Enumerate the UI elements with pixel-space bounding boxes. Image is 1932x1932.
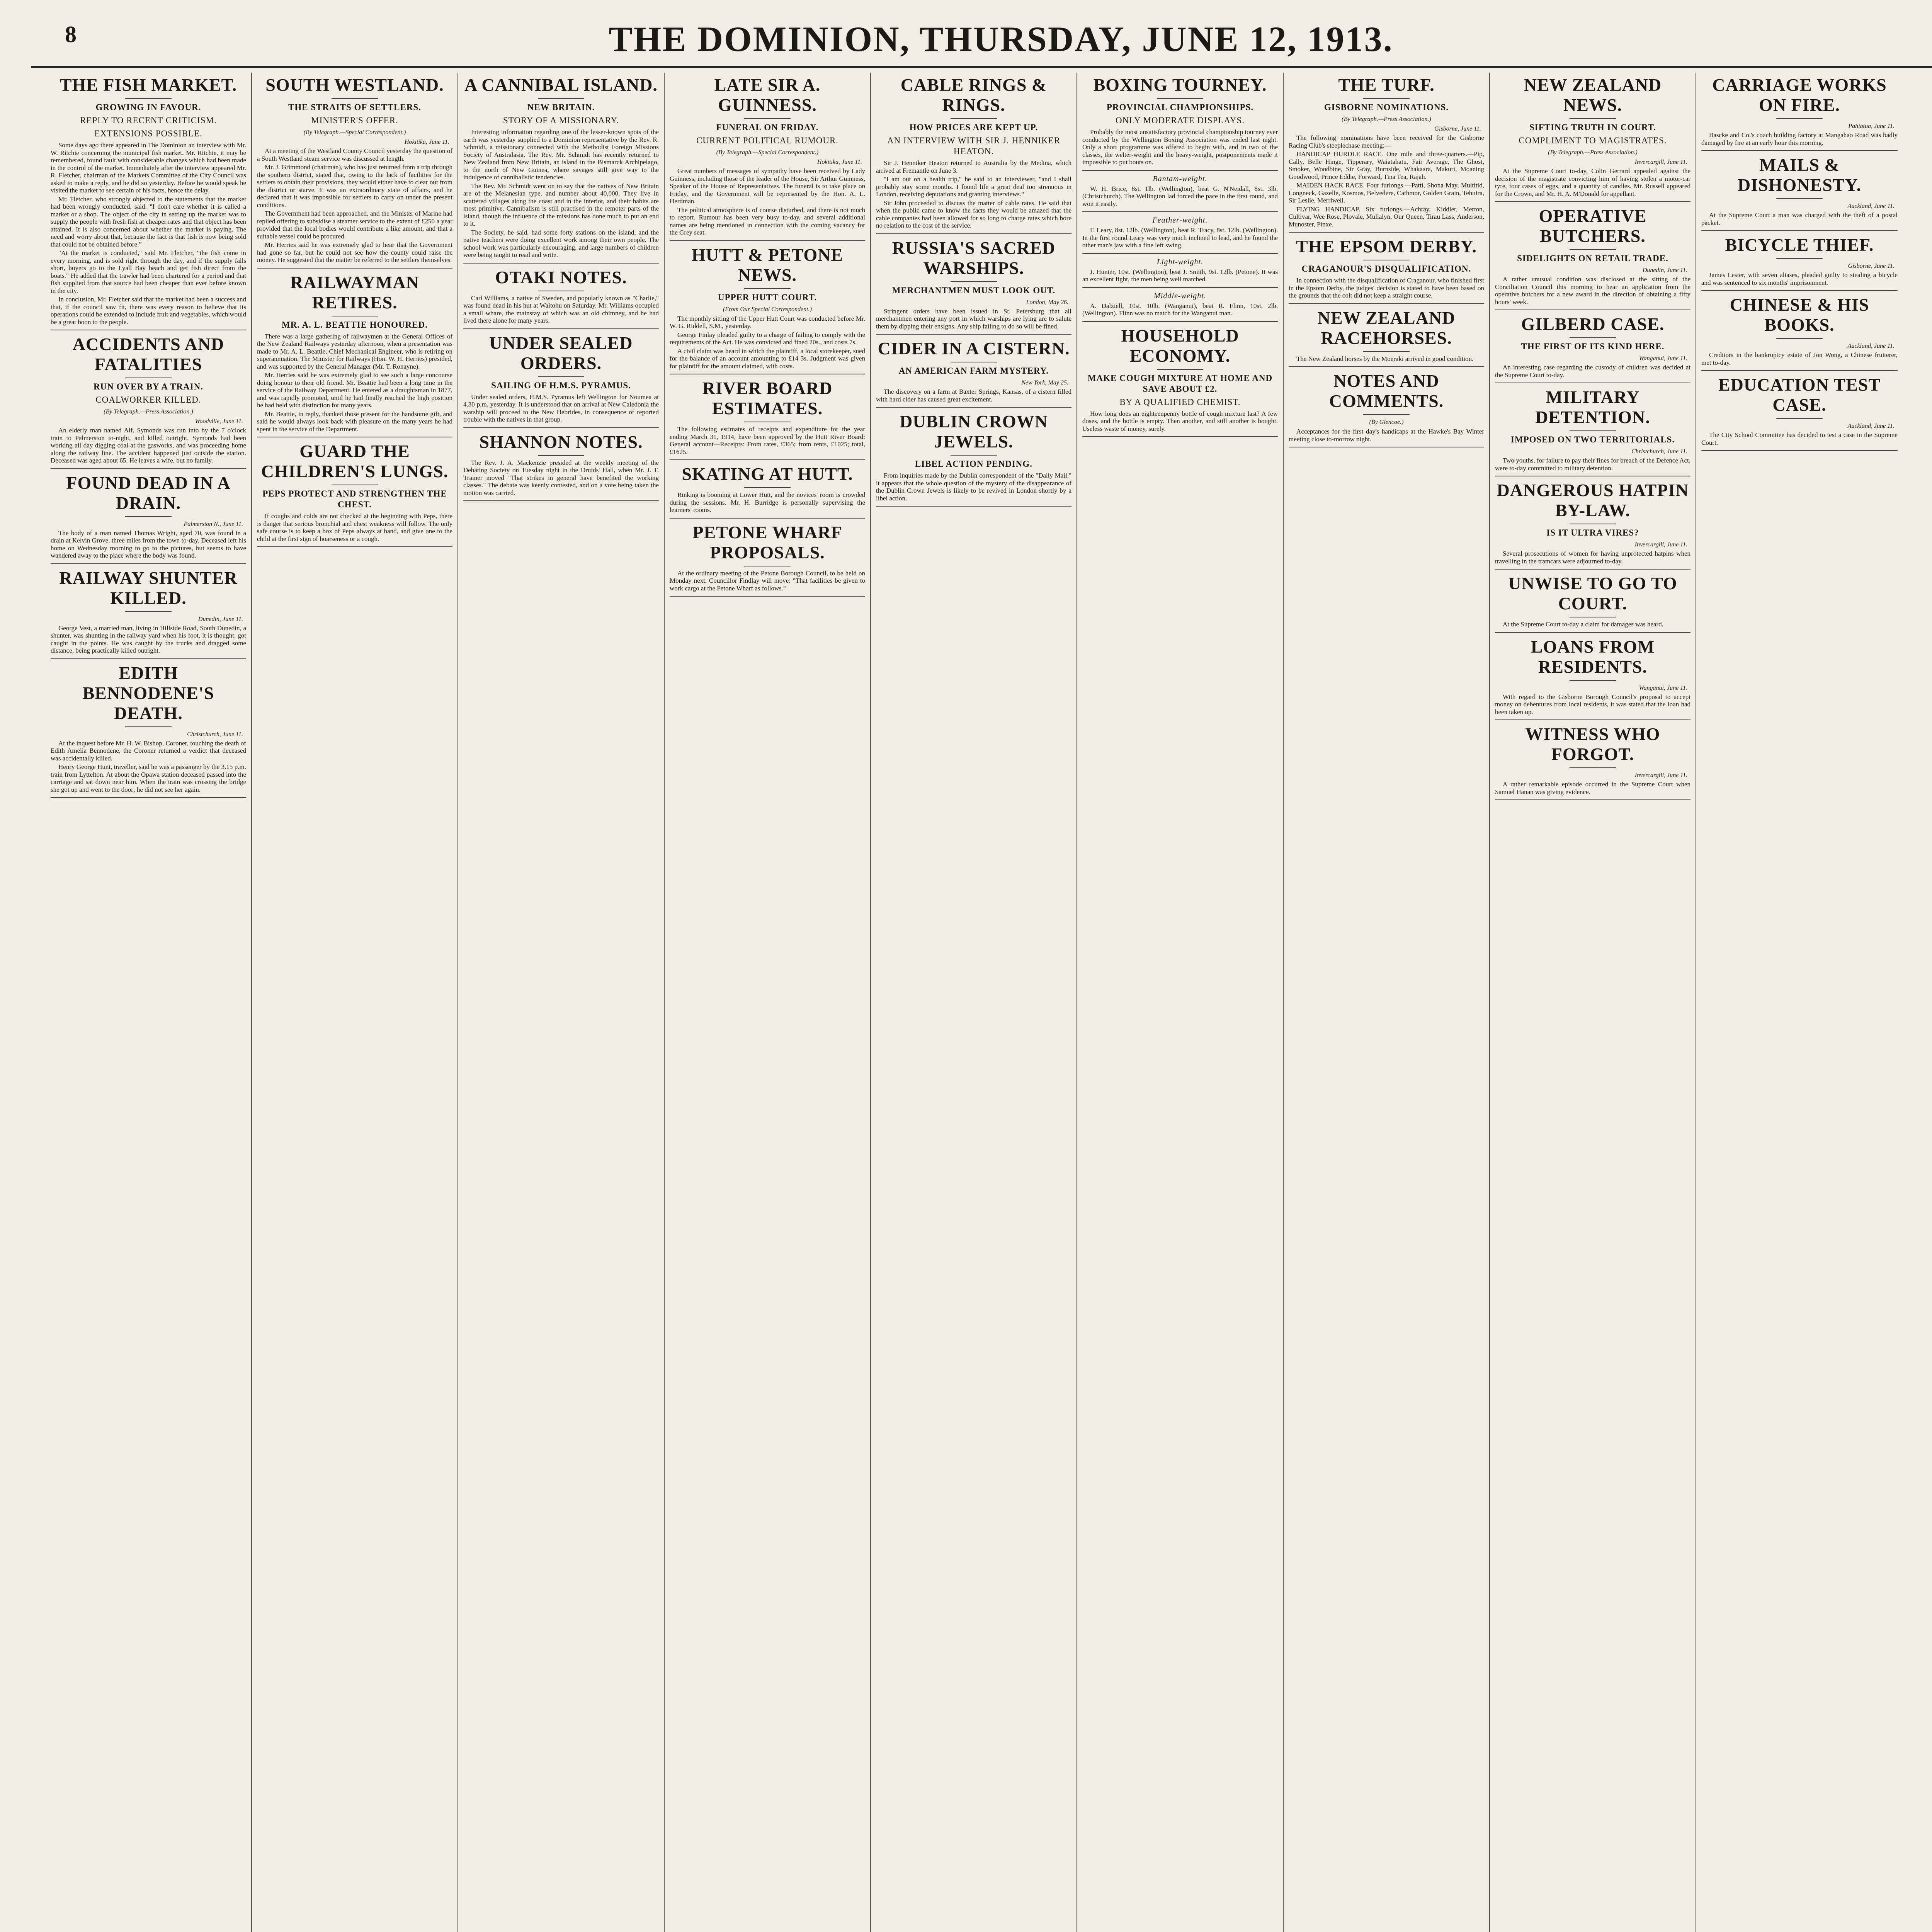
article-paragraph: The Rev. Mr. Schmidt went on to say that the natives of New Britain are of the Melanesian type, and number about 40,000. They live in scattered villages along the coast and in the interior, and their habits are most primitive. Cannibalism is still practised in the remoter parts of the island, though the influence of the missions has done much to put an end to it. (463, 182, 659, 227)
article-subhead: GROWING IN FAVOUR. (95, 102, 201, 112)
article-paragraph: A. Dalziell, 10st. 10lb. (Wanganui), beat R. Flinn, 10st. 2lb. (Wellington). Flinn was no match for the Wanganui man. (1082, 302, 1278, 317)
article (1701, 75, 1898, 151)
article (463, 333, 659, 428)
article (257, 272, 452, 438)
column-6 (1077, 73, 1284, 1932)
article-headline: RUSSIA'S SACRED WARSHIPS. (892, 238, 1056, 278)
headline-rule (1776, 418, 1823, 419)
article-dateline: Wanganui, June 11. (1639, 684, 1687, 691)
article-paragraph: Bascke and Co.'s coach building factory at Mangahao Road was badly damaged by fire at an early hour this morning. (1701, 131, 1898, 146)
article-divider (670, 459, 865, 460)
headline-rule (1570, 337, 1616, 338)
article (1082, 175, 1278, 213)
column-8 (1490, 73, 1696, 1932)
column-2 (252, 73, 458, 1932)
article-headline: SOUTH WESTLAND. (265, 75, 444, 95)
article-headline: NEW ZEALAND RACEHORSES. (1317, 308, 1456, 348)
article-subhead: THE FIRST OF ITS KIND HERE. (1521, 342, 1665, 351)
article-divider (1495, 569, 1690, 570)
article-subhead: AN INTERVIEW WITH SIR J. HENNIKER HEATON. (887, 136, 1061, 156)
article (670, 75, 865, 241)
article (876, 238, 1071, 335)
page-number: 8 (65, 22, 77, 47)
article-headline: UNDER SEALED ORDERS. (489, 333, 633, 373)
article-subhead: CRAGANOUR'S DISQUALIFICATION. (1301, 264, 1471, 274)
article-dateline: Invercargill, June 11. (1634, 541, 1687, 548)
headline-rule (951, 281, 997, 282)
article-paragraph: Mr. Beattie, in reply, thanked those present for the handsome gift, and said he would always look back with pleasure on the many years he had spent in the service of the Department. (257, 410, 452, 433)
headline-rule (744, 118, 791, 119)
article-paragraph: An elderly man named Alf. Symonds was run into by the 7 o'clock train to Palmerston to-night, and killed outright. Symonds had been working all day digging coal at the gasworks, and was proceeding home along the railway line. The accident happened just outside the station. Deceased was aged about 65. He leaves a wife, but no family. (51, 427, 246, 464)
article-divider (1289, 366, 1484, 367)
headline-rule (125, 611, 172, 612)
article (51, 75, 246, 330)
article (1082, 326, 1278, 437)
article-headline: HOUSEHOLD ECONOMY. (1121, 325, 1239, 366)
article-paragraph: An interesting case regarding the custody of children was decided at the Supreme Court to-day. (1495, 364, 1690, 379)
headline-rule (1570, 767, 1616, 768)
headline-rule (1363, 98, 1410, 99)
article-divider (51, 658, 246, 659)
column-7 (1284, 73, 1490, 1932)
article-divider (670, 240, 865, 241)
article-paragraph: Several prosecutions of women for having unprotected hatpins when travelling in the tramcars were adjourned to-day. (1495, 550, 1690, 565)
article-divider (51, 468, 246, 469)
article-subhead: ONLY MODERATE DISPLAYS. (1116, 116, 1245, 125)
article-dateline: Woodville, June 11. (195, 418, 243, 425)
article-paragraph: F. Leary, 8st. 12lb. (Wellington), beat R. Tracy, 8st. 12lb. (Wellington). In the first round Leary was very much inclined to lead, and he found the other man's jaw with a fine left swing. (1082, 226, 1278, 249)
article (1082, 75, 1278, 171)
article-dateline: Gisborne, June 11. (1434, 126, 1481, 132)
article-divider (1495, 632, 1690, 633)
article (51, 334, 246, 469)
article-paragraph: Some days ago there appeared in The Dominion an interview with Mr. W. Ritchie concerning the municipal fish market. Mr. Ritchie, it may be remembered, found fault with considerable changes which had been made in the control of the market. Immediately after the interview appeared Mr. R. Fletcher, chairman of the Markets Committee of the City Council was asked to make a reply, and he did so yesterday. Before he would speak he visited the market to see certain of his facts, hence the delay. (51, 141, 246, 194)
headline-rule (744, 487, 791, 488)
article-divider (876, 334, 1071, 335)
article-dateline: Invercargill, June 11. (1634, 772, 1687, 779)
article-headline: FOUND DEAD IN A DRAIN. (66, 473, 231, 513)
article (257, 441, 452, 547)
article-paragraph: Under sealed orders, H.M.S. Pyramus left Wellington for Noumea at 4.30 p.m. yesterday. It is understood that on arrival at New Caledonia the warship will proceed to the New Hebrides, in consequence of reported trouble with the natives in that group. (463, 393, 659, 423)
article-paragraph: Henry George Hunt, traveller, said he was a passenger by the 3.15 p.m. train from Lyttelton. At about the Opawa station deceased passed into the carriage and sat down near him. When the train was crossing the bridge she got up and went to the door; he did not see her again. (51, 763, 246, 793)
article-paragraph: The Rev. J. A. Mackenzie presided at the weekly meeting of the Debating Society on Tuesday night in the Druids' Hall, when Mr. J. T. Trainer moved "That strikes in general have benefited the working classes." The debate was keenly contested, and on a vote being taken the motion was carried. (463, 459, 659, 497)
article (1495, 75, 1690, 202)
article-paragraph: The discovery on a farm at Baxter Springs, Kansas, of a cistern filled with hard cider has caused great excitement. (876, 388, 1071, 403)
article-dateline: Hokitika, June 11. (404, 139, 449, 145)
article-paragraph: From inquiries made by the Dublin correspondent of the "Daily Mail," it appears that the whole question of the mystery of the disappearance of the Dublin Crown Jewels is likely to be revived in London shortly by a libel action. (876, 472, 1071, 502)
article (670, 378, 865, 460)
article-headline: DUBLIN CROWN JEWELS. (900, 412, 1048, 451)
article-dateline: Palmerston N., June 11. (184, 520, 243, 527)
article-subhead: RUN OVER BY A TRAIN. (94, 382, 203, 391)
article-paragraph: At the Supreme Court to-day, Colin Gerrard appealed against the decision of the magistrate convicting him of having stolen a motor-car tyre, four cases of eggs, and a quantity of candles. Mr. Russell appeared for the Crown, and Mr. H. A. M'Donald for appellant. (1495, 167, 1690, 197)
article-paragraph: Acceptances for the first day's handicaps at the Hawke's Bay Winter meeting close to-morrow night. (1289, 428, 1484, 443)
article-subhead: SIFTING TRUTH IN COURT. (1529, 122, 1656, 132)
article-paragraph: Sir J. Henniker Heaton returned to Australia by the Medina, which arrived at Fremantle on June 3. (876, 159, 1071, 174)
article-dateline: Auckland, June 11. (1847, 423, 1895, 429)
article-paragraph: Sir John proceeded to discuss the matter of cable rates. He said that when the public came to know the facts they would be amazed that the cable companies had been allowed for so long to charge rates which bore no relation to the cost of the service. (876, 199, 1071, 229)
article (1495, 314, 1690, 383)
headline-rule (1157, 98, 1203, 99)
article-divider (1289, 232, 1484, 233)
article-subhead: HOW PRICES ARE KEPT UP. (909, 122, 1038, 132)
headline-rule (125, 516, 172, 517)
article-paragraph: The City School Committee has decided to test a case in the Supreme Court. (1701, 431, 1898, 446)
article-divider (1701, 370, 1898, 371)
article-headline: THE FISH MARKET. (60, 75, 237, 95)
headline-rule (1776, 258, 1823, 259)
article (1495, 573, 1690, 633)
article-paragraph: If coughs and colds are not checked at the beginning with Peps, there is danger that serious bronchial and chest weakness will follow. The only safe course is to keep a box of Peps always at hand, and give one to the child at the first sign of hoarseness or a cough. (257, 512, 452, 543)
article (670, 245, 865, 375)
article (51, 568, 246, 659)
article-paragraph: At the inquest before Mr. H. W. Bishop, Coroner, touching the death of Edith Amelia Bennodene, the Coroner returned a verdict that deceased was accidentally killed. (51, 739, 246, 762)
article-paragraph: Stringent orders have been issued in St. Petersburg that all merchantmen entering any port in which warships are lying are to salute them by dipping their ensigns. Any ship failing to do so will be fined. (876, 307, 1071, 330)
article-paragraph: The monthly sitting of the Upper Hutt Court was conducted before Mr. W. G. Riddell, S.M., yesterday. (670, 315, 865, 330)
article-credit: (By Glencoe.) (1369, 419, 1404, 425)
article (1289, 308, 1484, 367)
article-headline: SKATING AT HUTT. (682, 464, 853, 484)
article-subhead: BY A QUALIFIED CHEMIST. (1119, 397, 1241, 407)
article-paragraph: A rather unusual condition was disclosed at the sitting of the Conciliation Council this morning to hear an application from the operative butchers for a new award in the direction of obtaining a fifty hours' week. (1495, 276, 1690, 306)
article-headline: CARRIAGE WORKS ON FIRE. (1712, 75, 1887, 115)
article-paragraph: In connection with the disqualification of Craganour, who finished first in the Epsom Derby, the judges' decision is stated to have been based on the grounds that the colt did not keep a straight course. (1289, 277, 1484, 299)
article-paragraph: How long does an eighteenpenny bottle of cough mixture last? A few doses, and the bottle is empty. Then another, and still another is bought. Useless waste of money, surely. (1082, 410, 1278, 432)
article (876, 75, 1071, 234)
headline-rule (538, 455, 584, 456)
column-4 (665, 73, 871, 1932)
article-subhead: AN AMERICAN FARM MYSTERY. (898, 366, 1049, 376)
article-headline: ACCIDENTS AND FATALITIES (72, 334, 224, 374)
article-headline: NOTES AND COMMENTS. (1329, 371, 1444, 411)
article (1082, 258, 1278, 288)
headline-rule (1776, 118, 1823, 119)
article-subhead: CURRENT POLITICAL RUMOUR. (696, 136, 839, 145)
headline-rule (538, 376, 584, 377)
article-headline: SHANNON NOTES. (479, 432, 643, 452)
article-divider (1701, 230, 1898, 231)
article-dateline: London, May 26. (1026, 299, 1068, 306)
headline-rule (1157, 369, 1203, 370)
article-headline: UNWISE TO GO TO COURT. (1508, 573, 1677, 613)
article-paragraph: With regard to the Gisborne Borough Council's proposal to accept money on debentures from local residents, it was stated that the loan had been taken up. (1495, 693, 1690, 716)
article-headline: WITNESS WHO FORGOT. (1525, 724, 1660, 764)
headline-rule (1776, 198, 1823, 199)
article-paragraph: The body of a man named Thomas Wright, aged 70, was found in a drain at Kelvin Grove, three miles from the town to-day. Deceased left his home on Wednesday morning to go to the pictures, but seems to have wandered away to the place where the body was found. (51, 529, 246, 559)
article-headline: BICYCLE THIEF. (1725, 235, 1874, 255)
article (51, 663, 246, 798)
article-headline: OTAKI NOTES. (495, 267, 627, 287)
article-headline: THE TURF. (1338, 75, 1435, 95)
article-dateline: Dunedin, June 11. (1642, 267, 1687, 274)
article-subhead: COMPLIMENT TO MAGISTRATES. (1519, 136, 1667, 145)
columns (46, 73, 1932, 1932)
article-divider (463, 500, 659, 501)
article (1701, 295, 1898, 371)
article (876, 412, 1071, 507)
article-paragraph: Two youths, for failure to pay their fines for breach of the Defence Act, were to-day committed to military detention. (1495, 457, 1690, 472)
article-dateline: Wanganui, June 11. (1639, 355, 1687, 362)
article (1701, 155, 1898, 231)
article-paragraph: Mr. Herries said he was extremely glad to hear that the Government had gone so far, but he could not see how the county could raise the money. He suggested that the matter be referred to the settlers themselves. (257, 241, 452, 264)
article-divider (257, 268, 452, 269)
article-subhead: FUNERAL ON FRIDAY. (716, 122, 819, 132)
article-paragraph: "At the market is conducted," said Mr. Fletcher, "the fish come in every morning, and is sold right through the day, and if the supply falls short, buyers go to the Lyall Bay beach and get fish direct from the boats." He added that the trawler had been chartered for a period and that fish supplied from that source had been cheaper than ever before known in the city. (51, 249, 246, 294)
article-headline: RAILWAY SHUNTER KILLED. (59, 568, 238, 608)
article (1495, 387, 1690, 476)
article-subhead: IS IT ULTRA VIRES? (1546, 528, 1639, 537)
article-paragraph: At the ordinary meeting of the Petone Borough Council, to be held on Monday next, Councillor Findlay will move: "That facilities be given to work cargo at the Petone Wharf as follows." (670, 569, 865, 592)
article-headline: THE EPSOM DERBY. (1296, 236, 1477, 256)
article-paragraph: In conclusion, Mr. Fletcher said that the market had been a success and that, if the council saw fit, there was every reason to believe that its operations could be extended to include fruit and vegetables, which would be a great boon to the people. (51, 296, 246, 326)
article (1289, 371, 1484, 447)
article (1701, 375, 1898, 451)
article-paragraph: Interesting information regarding one of the lesser-known spots of the earth was yesterday supplied to a Dominion representative by the Rev. R. Schmidt, a missionary connected with the Methodist Foreign Missions Society of Australasia. The Rev. Mr. Schmidt has recently returned to New Zealand from New Britain, an island in the Bismarck Archipelago, to the north of New Guinea, where savages still give way to the indulgence of cannibalistic tendencies. (463, 128, 659, 181)
headline-rule (1570, 118, 1616, 119)
article-paragraph: Mr. Herries said he was extremely glad to see such a large concourse doing honour to their old friend. Mr. Beattie had been a long time in the service of the Railway Department. He entered as a draughtsman in 1877, and was rapidly promoted, until he had finally reached the high position he had held with distinction for many years. (257, 371, 452, 409)
article-subhead: STORY OF A MISSIONARY. (503, 116, 619, 125)
article-divider (1082, 211, 1278, 212)
headline-rule (1363, 351, 1410, 352)
article-headline: CABLE RINGS & RINGS. (900, 75, 1047, 115)
article-divider (463, 263, 659, 264)
article (1082, 292, 1278, 322)
article-subhead: SAILING OF H.M.S. PYRAMUS. (491, 380, 631, 390)
article-dateline: Auckland, June 11. (1847, 203, 1895, 209)
article-paragraph: Creditors in the bankruptcy estate of Jon Wong, a Chinese fruiterer, met to-day. (1701, 351, 1898, 366)
article-dateline: Dunedin, June 11. (198, 616, 243, 622)
headline-rule (1570, 249, 1616, 250)
article-headline: CHINESE & HIS BOOKS. (1730, 295, 1869, 335)
article-paragraph: The following estimates of receipts and expenditure for the year ending March 31, 1914, have been approved by the Hutt River Board: General account—Receipts: From rates, £365; from rents, £1025; total, £1625. (670, 425, 865, 456)
article-subheading: Feather-weight. (1152, 216, 1208, 224)
article-divider (876, 506, 1071, 507)
article-paragraph: A rather remarkable episode occurred in the Supreme Court when Samuel Hanan was giving evidence. (1495, 781, 1690, 796)
article-divider (1082, 321, 1278, 322)
article-subhead: COALWORKER KILLED. (95, 395, 201, 405)
article-dateline: Auckland, June 11. (1847, 343, 1895, 349)
article-credit: (By Telegraph.—Special Correspondent.) (716, 149, 819, 156)
article-divider (51, 797, 246, 798)
article-paragraph: Rinking is booming at Lower Hutt, and the novices' room is crowded during the sessions. Mr. H. Burridge is personally supervising the learners' rooms. (670, 491, 865, 514)
article-paragraph: HANDICAP HURDLE RACE. One mile and three-quarters.—Pip, Cally, Belle Hinge, Tipperary, Waiatahatu, Fair Average, The Ghost, Smoker, Woodbine, Sir Gray, Burnside, Whakaara, Makuri, Moaning Goodwood, Prince Eddie, Forward, Tina Tea, Rajah. (1289, 150, 1484, 180)
article-paragraph: James Lester, with seven aliases, pleaded guilty to stealing a bicycle and was sentenced to six months' imprisonment. (1701, 271, 1898, 286)
article (51, 473, 246, 564)
article-paragraph: At the Supreme Court to-day a claim for damages was heard. (1503, 621, 1663, 628)
article (1495, 637, 1690, 721)
article-dateline: Gisborne, June 11. (1848, 263, 1895, 269)
article-paragraph: The following nominations have been received for the Gisborne Racing Club's steeplechase meeting:— (1289, 134, 1484, 149)
article-dateline: Hokitika, June 11. (817, 159, 862, 165)
article (257, 75, 452, 269)
headline-rule (125, 726, 172, 727)
article-subheading: Middle-weight. (1154, 291, 1206, 300)
headline-rule (125, 98, 172, 99)
article-divider (876, 233, 1071, 234)
article (463, 75, 659, 264)
article (463, 432, 659, 502)
article-paragraph: "I am out on a health trip," he said to an interviewer, "and I shall probably stay some months. I found life a great deal too strenuous in London, receiving deputations and granting interviews." (876, 175, 1071, 198)
headline-rule (1570, 430, 1616, 431)
article-headline: EDITH BENNODENE'S DEATH. (82, 663, 214, 723)
article-paragraph: MAIDEN HACK RACE. Four furlongs.—Patti, Shona May, Multitid, Longneck, Gazelle, Kosmos, Belvedere, Cathmor, Golden Grain, Tehuira, Sir Leslie, Merriwell. (1289, 182, 1484, 204)
article-divider (1082, 170, 1278, 171)
article-credit: (By Telegraph.—Press Association.) (1548, 149, 1638, 156)
article-divider (1701, 290, 1898, 291)
article-dateline: Pahiatua, June 11. (1848, 123, 1895, 129)
article-paragraph: At the Supreme Court a man was charged with the theft of a postal packet. (1701, 211, 1898, 226)
article-headline: RAILWAYMAN RETIRES. (290, 272, 419, 312)
article-divider (463, 328, 659, 329)
masthead (31, 14, 1932, 64)
article-subhead: MAKE COUGH MIXTURE AT HOME AND SAVE ABOUT £2. (1087, 373, 1273, 394)
article-headline: GUARD THE CHILDREN'S LUNGS. (261, 441, 449, 481)
article-subheading: Bantam-weight. (1153, 174, 1208, 183)
article-subhead: UPPER HUTT COURT. (718, 292, 817, 302)
article-dateline: Christchurch, June 11. (1631, 448, 1687, 455)
article-divider (1495, 719, 1690, 720)
article (1289, 236, 1484, 304)
article-divider (1701, 450, 1898, 451)
masthead-rule (31, 66, 1932, 68)
article-credit: (From Our Special Correspondent.) (723, 306, 812, 313)
article-credit: (By Telegraph.—Special Correspondent.) (303, 129, 406, 136)
article-divider (1495, 799, 1690, 800)
headline-rule (1570, 680, 1616, 681)
headline-rule (1776, 338, 1823, 339)
article-paragraph: The political atmosphere is of course disturbed, and there is not much to report. Rumour has been very busy to-day, and several additional names are being mentioned in connection with the coming vacancy for the Grey seat. (670, 206, 865, 236)
column-1 (46, 73, 252, 1932)
article-subhead: PEPS PROTECT AND STRENGTHEN THE CHEST. (262, 489, 447, 509)
article-subhead: EXTENSIONS POSSIBLE. (94, 129, 202, 138)
article-headline: EDUCATION TEST CASE. (1718, 375, 1881, 415)
article-subhead: IMPOSED ON TWO TERRITORIALS. (1510, 435, 1675, 444)
article-paragraph: J. Hunter, 10st. (Wellington), beat J. Smith, 9st. 12lb. (Petone). It was an excellent fight, the men being well matched. (1082, 268, 1278, 283)
article-divider (257, 546, 452, 547)
article (1701, 235, 1898, 291)
article-paragraph: At a meeting of the Westland County Council yesterday the question of a South Westland steam service was discussed at length. (257, 147, 452, 162)
article-headline: PETONE WHARF PROPOSALS. (692, 522, 842, 562)
article-subhead: GISBORNE NOMINATIONS. (1324, 102, 1449, 112)
article-dateline: Christchurch, June 11. (187, 731, 243, 738)
article (670, 522, 865, 597)
headline-rule (744, 288, 791, 289)
article-headline: RIVER BOARD ESTIMATES. (702, 378, 833, 418)
article-subhead: PROVINCIAL CHAMPIONSHIPS. (1106, 102, 1254, 112)
article (1495, 724, 1690, 800)
article-divider (1495, 201, 1690, 202)
article-paragraph: A civil claim was heard in which the plaintiff, a local storekeeper, sued for the balance of an account amounting to £14 3s. Judgment was given for plaintiff for the amount claimed, with costs. (670, 347, 865, 370)
column-5 (871, 73, 1077, 1932)
article-headline: CIDER IN A CISTERN. (878, 338, 1070, 358)
masthead-title: THE DOMINION, THURSDAY, JUNE 12, 1913. (609, 19, 1393, 59)
article-headline: MAILS & DISHONESTY. (1738, 155, 1861, 195)
article-paragraph: There was a large gathering of railwaymen at the General Offices of the New Zealand Railways yesterday afternoon, when a presentation was made to Mr. A. L. Beattie, Chief Mechanical Engineer, who is retiring on superannuation. The Minister for Railways (Hon. W. H. Herries) presided, and was supported by the General Manager (Mr. T. Ronayne). (257, 332, 452, 370)
article-headline: BOXING TOURNEY. (1093, 75, 1267, 95)
article-headline: OPERATIVE BUTCHERS. (1539, 206, 1647, 246)
article-divider (1289, 303, 1484, 304)
column-9 (1696, 73, 1903, 1932)
column-3 (458, 73, 665, 1932)
headline-rule (951, 455, 997, 456)
article-paragraph: The New Zealand horses by the Moeraki arrived in good condition. (1296, 355, 1474, 362)
article-dateline: New York, May 25. (1021, 379, 1068, 386)
article-subhead: THE STRAITS OF SETTLERS. (288, 102, 421, 112)
article-divider (1082, 436, 1278, 437)
article (1289, 75, 1484, 233)
article (1495, 206, 1690, 310)
article-headline: LATE SIR A. GUINNESS. (714, 75, 821, 115)
article-subhead: MR. A. L. BEATTIE HONOURED. (281, 320, 428, 330)
article-subhead: SIDELIGHTS ON RETAIL TRADE. (1517, 253, 1668, 263)
article-subhead: LIBEL ACTION PENDING. (915, 459, 1033, 469)
article-paragraph: Probably the most unsatisfactory provincial championship tourney ever conducted by the Wellington Boxing Association was ended last night. Only a short programme was offered to begin with, and in two of the classes, the welter-weight and the heavy-weight, postponements made it impossible to put bouts on. (1082, 128, 1278, 166)
headline-rule (332, 98, 378, 99)
headline-rule (1363, 414, 1410, 415)
article-paragraph: The Government had been approached, and the Minister of Marine had replied offering to subsidise a steamer service to the extent of £250 a year provided that the local bodies would contribute a like amount, and that a suitable vessel could be procured. (257, 210, 452, 240)
article-paragraph: Mr. J. Grimmond (chairman), who has just returned from a trip through the southern district, stated that, owing to the lack of facilities for the settlers to obtain their provisions, they would either have to clear out from the district or starve. It was an extraordinary state of affairs, and he declared that it was impossible for settlers to carry on under the present conditions. (257, 163, 452, 209)
article-paragraph: Mr. Fletcher, who strongly objected to the statements that the market had been wrongly conducted, said: "I don't care whether it is called a market or a shop. The object of the city in setting up the market was to supply the people with fresh fish at cheaper rates and that object has been attained. It is also concerned about whether the market is paying. The need and worry about that, because the fact is that fish is now being sold that could not be obtained before." (51, 195, 246, 248)
article-paragraph: The Society, he said, had some forty stations on the island, and the native teachers were doing excellent work among their own people. The school work was particularly encouraging, and large numbers of children were being taught to read and write. (463, 228, 659, 259)
article-subhead: REPLY TO RECENT CRITICISM. (80, 116, 217, 125)
headline-rule (951, 118, 997, 119)
article-paragraph: Great numbers of messages of sympathy have been received by Lady Guinness, including those of the leader of the House, Sir Arthur Guinness, Speaker of the House of Representatives. The funeral is to take place on Friday, and the Government will be represented by the Hon. A. L. Herdman. (670, 167, 865, 205)
article-divider (670, 596, 865, 597)
article-headline: HUTT & PETONE NEWS. (691, 245, 844, 285)
article-headline: MILITARY DETENTION. (1535, 387, 1650, 427)
article-paragraph: George Finlay pleaded guilty to a charge of failing to comply with the requirements of the Act. He was convicted and fined 20s., and costs 7s. (670, 331, 865, 346)
headline-rule (538, 98, 584, 99)
article-credit: (By Telegraph.—Press Association.) (104, 408, 193, 415)
article-paragraph: FLYING HANDICAP. Six furlongs.—Achray, Kiddler, Merton, Cultivar, Wee Rose, Plovale, Mullalyn, Our Queen, Tirau Lass, Anderson, Munoster, Pinxe. (1289, 205, 1484, 228)
article-headline: LOANS FROM RESIDENTS. (1531, 636, 1655, 677)
article (463, 267, 659, 329)
article-paragraph: George Vest, a married man, living in Hillside Road, South Dunedin, a shunter, was shunting in the railway yard when his foot, it is thought, got caught in the points. He was caught by the trucks and dragged some distance, being practically killed outright. (51, 624, 246, 654)
article-paragraph: W. H. Brice, 8st. 1lb. (Wellington), beat G. N'Neidall, 8st. 3lb. (Christchurch). The Wellington lad forced the pace in the first round, and won it easily. (1082, 185, 1278, 207)
article-divider (463, 427, 659, 428)
article-headline: A CANNIBAL ISLAND. (464, 75, 658, 95)
article-credit: (By Telegraph.—Press Association.) (1342, 116, 1431, 122)
article-dateline: Invercargill, June 11. (1634, 159, 1687, 165)
article (670, 464, 865, 519)
article (1082, 216, 1278, 254)
article-subhead: MERCHANTMEN MUST LOOK OUT. (892, 285, 1056, 295)
article-subheading: Light-weight. (1156, 257, 1204, 266)
article-divider (876, 407, 1071, 408)
article-divider (670, 518, 865, 519)
article (1495, 480, 1690, 570)
article-paragraph: Carl Williams, a native of Sweden, and popularly known as "Charlie," was found dead in his hut at Waitohu on Saturday. Mr. Williams occupied a small whare, the mainstay of which was an old chimney, and he had lived there alone for many years. (463, 294, 659, 324)
article-subhead: NEW BRITAIN. (527, 102, 595, 112)
article-headline: NEW ZEALAND NEWS. (1524, 75, 1662, 115)
article-divider (1701, 150, 1898, 151)
article (876, 338, 1071, 408)
article-divider (1082, 253, 1278, 254)
article-subhead: MINISTER'S OFFER. (311, 116, 398, 125)
article-headline: GILBERD CASE. (1521, 314, 1665, 334)
article-divider (51, 563, 246, 564)
article-divider (1082, 287, 1278, 288)
article-headline: DANGEROUS HATPIN BY-LAW. (1497, 480, 1689, 520)
